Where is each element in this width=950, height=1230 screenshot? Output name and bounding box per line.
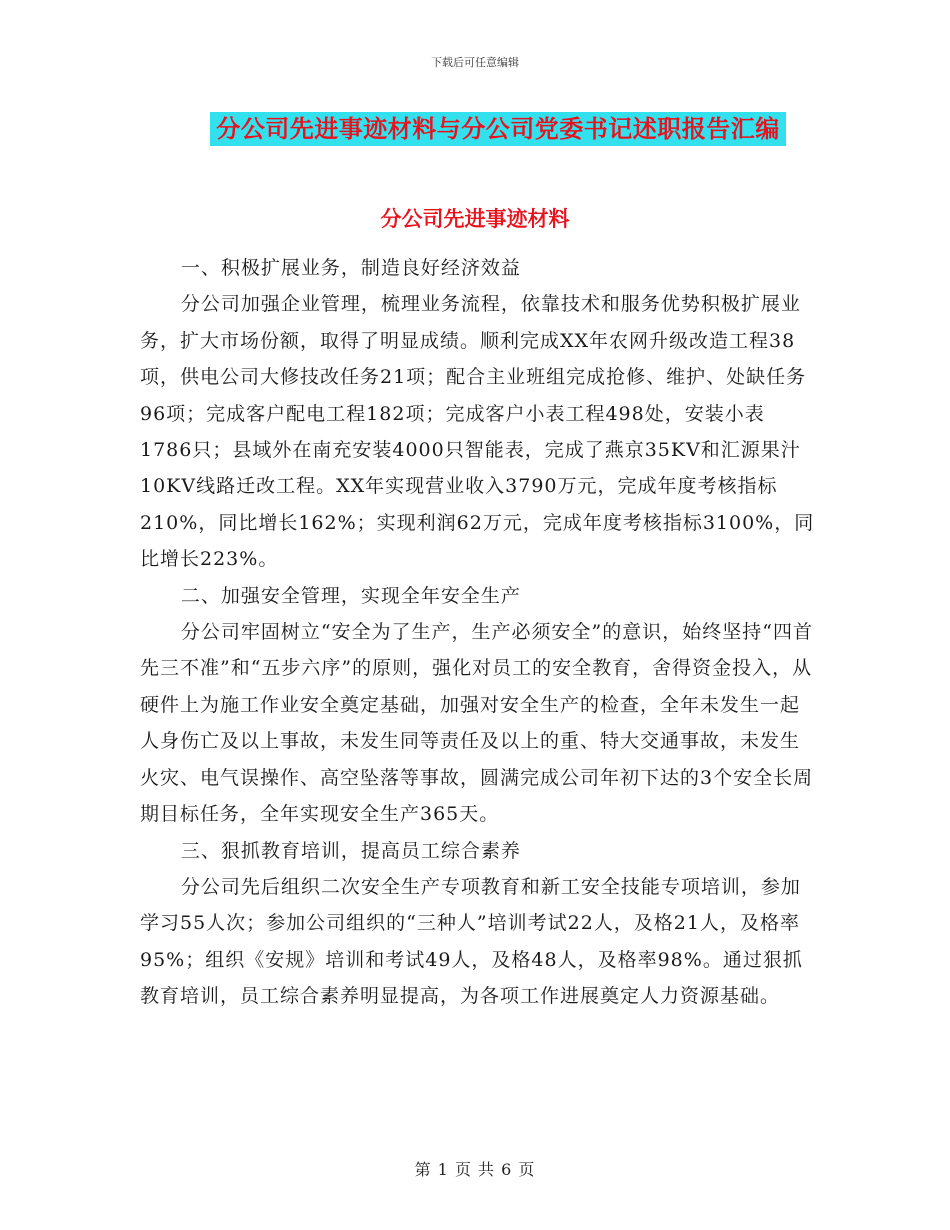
paragraph-safety-management: 分公司牢固树立“安全为了生产，生产必须安全”的意识，始终坚持“四首先三不准”和“五步六序”的原则，强化对员工的安全教育，舍得资金投入，从硬件上为施工作业安全奠定基础，加强对安全生产的检查，全年未发生一起人身伤亡及以上事故，未发生同等责任及以上的重、特大交通事故，未发生火灾、电气误操作、高空坠落等事故，圆满完成公司年初下达的3个安全长周期目标任务，全年实现安全生产365天。 xyxy=(140,621,814,826)
main-title: 分公司先进事迹材料与分公司党委书记述职报告汇编 xyxy=(210,112,786,146)
paragraph-education-training: 分公司先后组织二次安全生产专项教育和新工安全技能专项培训，参加学习55人次；参加公司组织的“三种人”培训考试22人，及格21人，及格率95%；组织《安规》培训和考试49人，及格48人，及格率98%。通过狠抓教育培训，员工综合素养明显提高，为各项工作进展奠定人力资源基础。 xyxy=(140,875,803,1008)
heading-business-expansion: 一、积极扩展业务，制造良好经济效益 xyxy=(180,257,521,279)
section-title: 分公司先进事迹材料 xyxy=(380,206,570,231)
header-note: 下载后可任意编辑 xyxy=(431,56,519,69)
heading-safety-management: 二、加强安全管理，实现全年安全生产 xyxy=(180,584,521,607)
main-title-container xyxy=(0,112,950,146)
page-number: 第 1 页 共 6 页 xyxy=(414,1160,536,1179)
heading-education-training: 三、狠抓教育培训，提高员工综合素养 xyxy=(180,839,521,862)
document-body xyxy=(140,250,815,1015)
paragraph-business-expansion: 分公司加强企业管理，梳理业务流程，依靠技术和服务优势积极扩展业务，扩大市场份额，取得了明显成绩。顺利完成XX年农网升级改造工程38项，供电公司大修技改任务21项；配合主业班组完成抢修、维护、处缺任务96项；完成客户配电工程182项；完成客户小表工程498处，安装小表1786只；县域外在南充安装4000只智能表，完成了燕京35KV和汇源果汁10KV线路迁改工程。XX年实现营业收入3790万元，完成年度考核指标210%，同比增长162%；实现利润62万元，完成年度考核指标3100%，同比增长223%。 xyxy=(140,293,815,571)
